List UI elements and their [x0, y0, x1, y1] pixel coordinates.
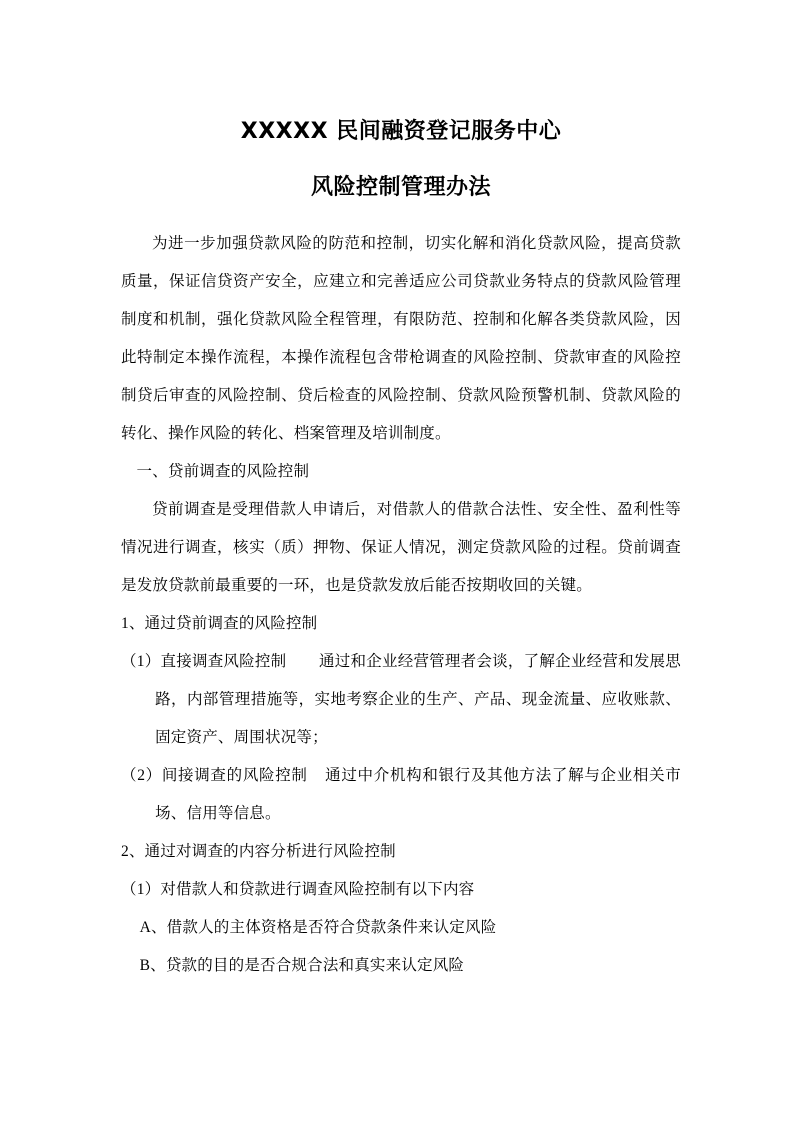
item-2-subitem-1: [121, 871, 681, 909]
item-2-subitem-1-label: （1）对借款人和贷款进行调查风险控制有以下内容: [121, 881, 475, 899]
item-1-number: 1、: [121, 615, 145, 633]
intro-paragraph: 为进一步加强贷款风险的防范和控制，切实化解和消化贷款风险，提高贷款质量，保证信贷资产安全，应建立和完善适应公司贷款业务特点的贷款风险管理制度和机制，强化贷款风险全程管理，有限防范、控制和化解各类贷款风险，因此特制定本操作流程，本操作流程包含带枪调查的风险控制、贷款审查的风险控制贷后审查的风险控制、贷后检查的风险控制、贷款风险预警机制、贷款风险的转化、操作风险的转化、档案管理及培训制度。: [121, 235, 681, 443]
item-1-subitem-2: [121, 757, 681, 833]
item-1-subitem-1: [121, 643, 681, 757]
item-1-subitem-1-text: 通过和企业经营管理者会谈，了解企业经营和发展思路，内部管理措施等，实地考察企业的生产、产品、现金流量、应收账款、固定资产、周围状况等；: [155, 653, 681, 747]
item-2-lettered-a: A、借款人的主体资格是否符合贷款条件来认定风险: [139, 919, 497, 937]
document-title-line-2: 风险控制管理办法: [310, 175, 491, 201]
section-1-lead-paragraph: 贷前调查是受理借款人申请后，对借款人的借款合法性、安全性、盈利性等情况进行调查，核实（质）押物、保证人情况，测定贷款风险的过程。贷前调查是发放贷款前最重要的一环，也是贷款发放后能否按期收回的关键。: [121, 501, 681, 595]
document-title-line-1: XXXXX 民间融资登记服务中心: [240, 118, 562, 144]
item-2-title: 通过对调查的内容分析进行风险控制: [144, 843, 396, 861]
item-1-heading: [121, 605, 681, 643]
item-2-heading: [121, 833, 681, 871]
document-body: [121, 96, 681, 985]
item-1-subitem-2-text: 通过中介机构和银行及其他方法了解与企业相关市场、信用等信息。: [155, 767, 682, 823]
item-1-title: 通过贷前调查的风险控制: [144, 615, 318, 633]
item-2-lettered-b: B、贷款的目的是否合规合法和真实来认定风险: [139, 957, 465, 975]
item-1-subitem-2-label: （2）间接调查的风险控制: [121, 767, 308, 785]
item-1-subitem-1-label: （1）直接调查风险控制: [121, 653, 287, 671]
section-heading-1: 一、贷前调查的风险控制: [136, 463, 310, 481]
item-2-number: 2、: [121, 843, 145, 861]
